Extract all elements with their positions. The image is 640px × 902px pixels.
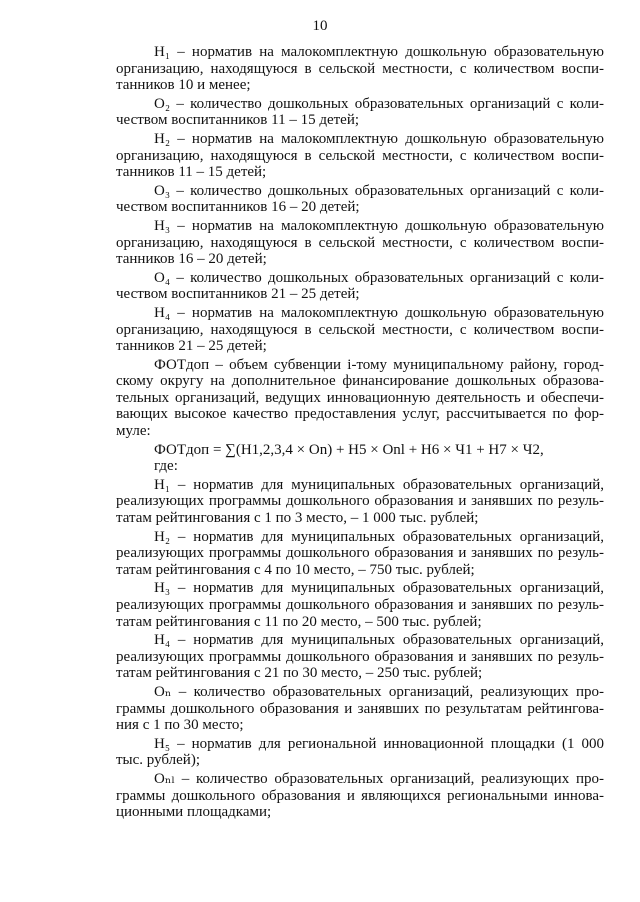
text-line: чеством воспитанников 16 – 20 детей; <box>116 199 360 216</box>
paragraph <box>116 477 604 527</box>
text-line: ФОТдоп – объем субвенции i-тому муниципальному району, город- <box>154 356 604 373</box>
text-line: организацию, находящуюся в сельской местности, с количеством воспи- <box>116 60 604 77</box>
text-line: Н₅ – норматив для региональной инновационной площадки (1 000 <box>154 735 604 752</box>
paragraph <box>116 96 604 129</box>
text-line: танников 16 – 20 детей; <box>116 251 267 268</box>
paragraph <box>116 183 604 216</box>
text-line: О₃ – количество дошкольных образовательных организаций с коли- <box>154 182 604 199</box>
where-label: где: <box>154 458 178 475</box>
text-line: Н₂ – норматив на малокомплектную дошкольную образовательную <box>154 130 604 147</box>
text-line: танников 11 – 15 детей; <box>116 164 267 181</box>
text-line: О₂ – количество дошкольных образовательных организаций с коли- <box>154 95 604 112</box>
text-line: Н₃ – норматив для муниципальных образовательных организаций, <box>154 580 604 597</box>
paragraph <box>116 736 604 769</box>
text-line: чеством воспитанников 11 – 15 детей; <box>116 112 360 129</box>
text-line: тельных организаций, ведущих инновационную деятельность и обеспечи- <box>116 389 604 406</box>
text-line: Н₃ – норматив на малокомплектную дошкольную образовательную <box>154 217 604 234</box>
paragraph <box>116 632 604 682</box>
text-line: скому округу на дополнительное финансирование дошкольных образова- <box>116 373 604 390</box>
text-line: ционными площадками; <box>116 804 272 821</box>
text-line: танников 21 – 25 детей; <box>116 338 267 355</box>
text-line: организацию, находящуюся в сельской местности, с количеством воспи- <box>116 147 604 164</box>
text-line: тыс. рублей); <box>116 752 200 769</box>
text-line: ния с 1 по 30 место; <box>116 717 244 734</box>
text-line: граммы дошкольного образования и являющихся региональными иннова- <box>116 787 604 804</box>
paragraph <box>116 44 604 94</box>
text-line: татам рейтингования с 4 по 10 место, – 750 тыс. рублей; <box>116 561 475 578</box>
text-line: реализующих программы дошкольного образования и занявших по резуль- <box>116 493 604 510</box>
text-line: вающих высокое качество предоставления услуг, рассчитывается по фор- <box>116 406 604 423</box>
text-line: Н₂ – норматив для муниципальных образовательных организаций, <box>154 528 604 545</box>
text-line: организацию, находящуюся в сельской местности, с количеством воспи- <box>116 234 604 251</box>
paragraph <box>116 218 604 268</box>
text-line: Н₄ – норматив для муниципальных образовательных организаций, <box>154 632 604 649</box>
paragraph <box>116 529 604 579</box>
text-line: организацию, находящуюся в сельской местности, с количеством воспи- <box>116 321 604 338</box>
paragraph <box>116 580 604 630</box>
text-line: Н₁ – норматив для муниципальных образовательных организаций, <box>154 476 604 493</box>
text-line: татам рейтингования с 1 по 3 место, – 1 000 тыс. рублей; <box>116 510 479 527</box>
page-number: 10 <box>312 18 328 34</box>
paragraph <box>116 771 604 821</box>
paragraph-group-b <box>116 477 604 821</box>
text-line: татам рейтингования с 11 по 20 место, – 500 тыс. рублей; <box>116 613 482 630</box>
paragraph <box>116 684 604 734</box>
text-line: реализующих программы дошкольного образования и занявших по резуль- <box>116 597 604 613</box>
paragraph <box>116 131 604 181</box>
text-line: реализующих программы дошкольного образования и занявших по резуль- <box>116 648 604 665</box>
text-line: Н₄ – норматив на малокомплектную дошкольную образовательную <box>154 304 604 321</box>
paragraph <box>116 357 604 440</box>
paragraph <box>116 305 604 355</box>
text-line: Оₙₗ – количество образовательных организаций, реализующих про- <box>154 770 604 787</box>
text-line: граммы дошкольного образования и занявших по результатам рейтингова- <box>116 700 604 717</box>
text-line: татам рейтингования с 21 по 30 место, – 250 тыс. рублей; <box>116 665 483 682</box>
text-line: Н₁ – норматив на малокомплектную дошкольную образовательную <box>154 44 604 60</box>
paragraph <box>116 270 604 303</box>
text-line: танников 10 и менее; <box>116 77 251 94</box>
paragraph-group-a <box>116 44 604 440</box>
text-line: чеством воспитанников 21 – 25 детей; <box>116 286 360 303</box>
text-line: Оₙ – количество образовательных организаций, реализующих про- <box>154 683 604 700</box>
text-line: муле: <box>116 423 151 440</box>
text-line: О₄ – количество дошкольных образовательных организаций с коли- <box>154 269 604 286</box>
document-body <box>116 44 604 823</box>
text-line: реализующих программы дошкольного образования и занявших по резуль- <box>116 545 604 562</box>
formula: ФОТдоп = ∑(Н1,2,3,4 × Оn) + Н5 × Оnl + Н6 × Ч1 + Н7 × Ч2, <box>154 441 544 458</box>
